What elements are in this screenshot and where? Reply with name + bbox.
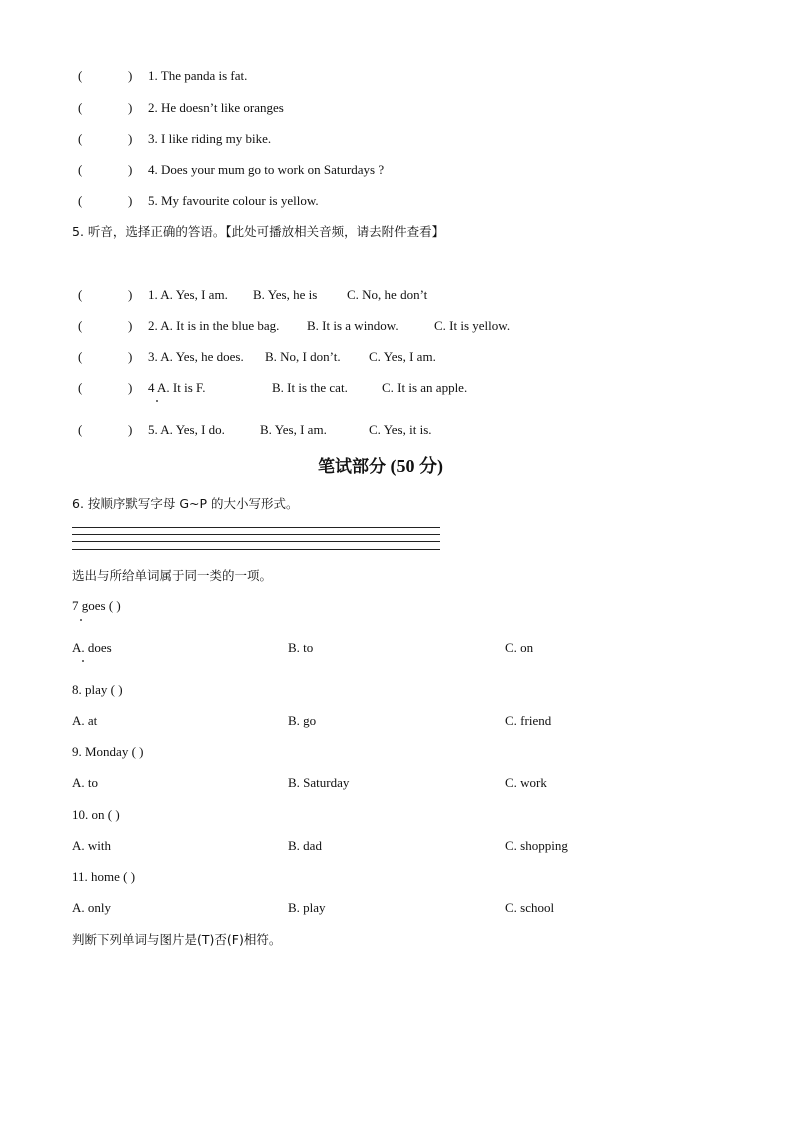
option-b: B. No, I don’t.: [265, 349, 341, 364]
answer-paren-close: ): [128, 131, 133, 146]
answer-paren-close: ): [128, 349, 133, 364]
option-c: C. No, he don’t: [347, 287, 428, 302]
answer-paren-open: (: [78, 100, 83, 115]
option-c: C. work: [505, 775, 547, 790]
answer-paren-open: (: [78, 422, 83, 437]
writing-line: [72, 549, 440, 550]
answer-paren-close: ): [128, 287, 133, 302]
option-b: B. to: [288, 640, 314, 655]
stray-dot: [82, 660, 84, 662]
option-c: C. It is yellow.: [434, 318, 511, 333]
writing-line: [72, 527, 440, 528]
answer-paren-close: ): [128, 380, 133, 395]
option-a: A. to: [72, 775, 98, 790]
stray-dot: [80, 619, 82, 621]
option-b: B. go: [288, 713, 317, 728]
answer-paren-open: (: [78, 131, 83, 146]
option-b: B. Yes, he is: [253, 287, 318, 302]
option-b: B. It is a window.: [307, 318, 399, 333]
answer-paren-open: (: [78, 318, 83, 333]
option-b: B. Saturday: [288, 775, 350, 790]
answer-paren-open: (: [78, 193, 83, 208]
answer-paren-close: ): [128, 68, 133, 83]
option-c: C. school: [505, 900, 555, 915]
answer-paren-close: ): [128, 100, 133, 115]
option-a: 1. A. Yes, I am.: [148, 287, 228, 302]
item-text: 5. My favourite colour is yellow.: [148, 193, 319, 208]
option-c: C. friend: [505, 713, 552, 728]
writing-line: [72, 534, 440, 535]
answer-paren-open: (: [78, 349, 83, 364]
answer-paren-open: (: [78, 162, 83, 177]
option-a: 5. A. Yes, I do.: [148, 422, 225, 437]
option-a: 4 A. It is F.: [148, 380, 206, 395]
answer-paren-close: ): [128, 193, 133, 208]
question-text: 7 goes ( ): [72, 598, 121, 613]
answer-paren-open: (: [78, 287, 83, 302]
option-a: A. with: [72, 838, 111, 853]
option-c: C. Yes, it is.: [369, 422, 432, 437]
option-a: 3. A. Yes, he does.: [148, 349, 244, 364]
option-a: A. does: [72, 640, 112, 655]
answer-paren-open: (: [78, 380, 83, 395]
item-text: 4. Does your mum go to work on Saturdays ?: [148, 162, 385, 177]
option-b: B. It is the cat.: [272, 380, 348, 395]
section-title: [318, 455, 443, 478]
option-a: 2. A. It is in the blue bag.: [148, 318, 280, 333]
question-6-heading: 6. 按顺序默写字母 G~P 的大小写形式。: [72, 496, 299, 511]
section-score: (50 分): [386, 456, 443, 476]
item-text: 3. I like riding my bike.: [148, 131, 272, 146]
question-text: 11. home ( ): [72, 869, 136, 884]
question-5-heading: 5. 听音，选择正确的答语。【此处可播放相关音频，请去附件查看】: [72, 224, 445, 239]
option-a: A. only: [72, 900, 111, 915]
answer-paren-open: (: [78, 68, 83, 83]
classify-heading: 选出与所给单词属于同一类的一项。: [72, 568, 273, 583]
item-text: 2. He doesn’t like oranges: [148, 100, 284, 115]
stray-dot: [156, 400, 158, 402]
option-c: C. It is an apple.: [382, 380, 468, 395]
option-b: B. play: [288, 900, 326, 915]
answer-paren-close: ): [128, 422, 133, 437]
option-b: B. Yes, I am.: [260, 422, 327, 437]
judge-heading: 判断下列单词与图片是(T)否(F)相符。: [72, 932, 282, 947]
option-c: C. shopping: [505, 838, 568, 853]
question-text: 8. play ( ): [72, 682, 123, 697]
item-text: 1. The panda is fat.: [148, 68, 248, 83]
section-title-cjk: 笔试部分: [318, 457, 386, 477]
answer-paren-close: ): [128, 318, 133, 333]
question-text: 9. Monday ( ): [72, 744, 144, 759]
writing-line: [72, 541, 440, 542]
option-a: A. at: [72, 713, 98, 728]
option-c: C. Yes, I am.: [369, 349, 436, 364]
answer-paren-close: ): [128, 162, 133, 177]
option-b: B. dad: [288, 838, 322, 853]
option-c: C. on: [505, 640, 534, 655]
question-text: 10. on ( ): [72, 807, 120, 822]
